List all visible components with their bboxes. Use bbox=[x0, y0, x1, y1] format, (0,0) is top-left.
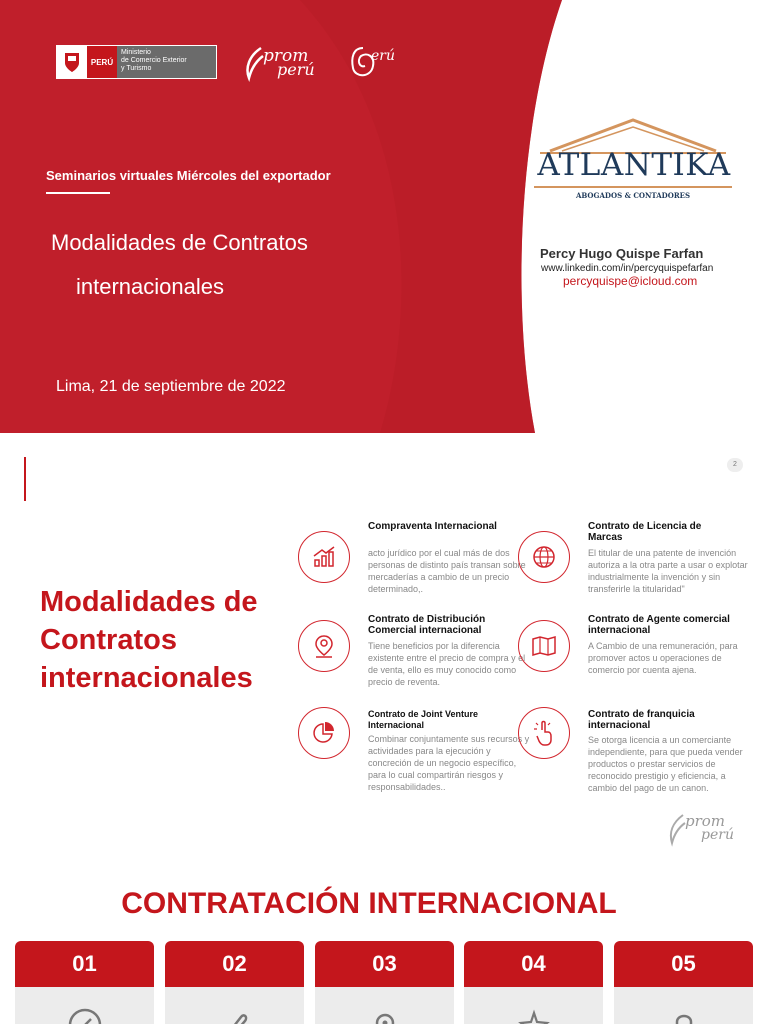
contract-title: Contrato de Joint Venture Internacional bbox=[368, 709, 479, 730]
page-number: 2 bbox=[727, 458, 743, 472]
contracts-slide bbox=[0, 441, 768, 856]
step-number: 04 bbox=[464, 941, 603, 987]
title-line-1: Modalidades de Contratos bbox=[51, 230, 308, 255]
contract-title: Contrato de Agente comercial internacional bbox=[588, 614, 730, 636]
touch-hand-icon bbox=[518, 707, 570, 759]
globe-icon bbox=[518, 531, 570, 583]
growth-chart-icon bbox=[298, 531, 350, 583]
marca-peru-logo: erú bbox=[349, 44, 413, 82]
clock-icon bbox=[67, 1005, 103, 1024]
contract-title: Contrato de franquicia internacional bbox=[588, 709, 695, 731]
promperu-swirl-icon bbox=[667, 813, 687, 847]
speaker-linkedin-link[interactable]: www.linkedin.com/in/percyquispefarfan bbox=[541, 263, 714, 274]
step-number: 02 bbox=[165, 941, 304, 987]
atlantika-wordmark: ATLANTIKA bbox=[537, 147, 731, 183]
speaker-name: Percy Hugo Quispe Farfan bbox=[540, 246, 704, 261]
contract-description: Combinar conjuntamente sus recursos y actividades para la ejecución y concreción de un negocio específico, para lo cual compartirán riesgos y responsabilidades.. bbox=[368, 734, 530, 792]
step-number: 03 bbox=[315, 941, 454, 987]
step-card bbox=[15, 941, 154, 1024]
contract-description: Se otorga licencia a un comerciante independiente, para que pueda vender productos o prestar servicios de reconocido prestigio y eficiencia, a cambio del pago de un canon. bbox=[588, 735, 743, 793]
step-card bbox=[315, 941, 454, 1024]
logo-peru-label: PERÚ bbox=[87, 46, 117, 78]
paperclip-icon bbox=[217, 1005, 253, 1024]
atlantika-tagline: ABOGADOS & CONTADORES bbox=[575, 191, 691, 200]
contract-title: Contrato de Distribución Comercial internacional bbox=[368, 614, 486, 636]
seminar-subtitle: Seminarios virtuales Miércoles del exportador bbox=[46, 168, 331, 183]
contract-title: Compraventa Internacional bbox=[368, 521, 497, 532]
step-number: 01 bbox=[15, 941, 154, 987]
presentation-date: Lima, 21 de septiembre de 2022 bbox=[56, 378, 286, 395]
step-card bbox=[464, 941, 603, 1024]
slide-title: Modalidades de Contratos internacionales bbox=[40, 586, 258, 694]
contract-description: Tiene beneficios por la diferencia existente entre el precio de compra y el de venta, ello es muy conocido como precio de reventa. bbox=[368, 641, 526, 687]
atlantika-logo bbox=[530, 117, 736, 203]
contratacion-slide bbox=[0, 863, 768, 1024]
logo-ministerio-text: Ministerio de Comercio Exterior y Turismo bbox=[117, 46, 216, 78]
subtitle-underline bbox=[46, 192, 110, 194]
pin-icon bbox=[367, 1005, 403, 1024]
step-card bbox=[165, 941, 304, 1024]
promperu-logo: prom perú bbox=[243, 44, 323, 82]
ministerio-logo bbox=[56, 45, 217, 79]
speaker-email-link[interactable]: percyquispe@icloud.com bbox=[563, 274, 698, 288]
step-number: 05 bbox=[614, 941, 753, 987]
contract-title: Contrato de Licencia de Marcas bbox=[588, 521, 702, 543]
pie-chart-icon bbox=[298, 707, 350, 759]
star-icon bbox=[516, 1005, 552, 1024]
accent-bar bbox=[24, 457, 26, 501]
promperu-swirl-icon bbox=[243, 46, 265, 82]
location-pin-icon bbox=[298, 620, 350, 672]
step-card bbox=[614, 941, 753, 1024]
contract-description: El titular de una patente de invención autoriza a la otra parte a usar o explotar industrialmente la invención y sin transferirle la titularidad" bbox=[588, 548, 748, 594]
contract-description: acto jurídico por el cual más de dos personas de distinto país transan sobre mercaderías a cambio de un precio determinado,. bbox=[368, 548, 526, 594]
promperu-logo-watermark: prom perú bbox=[667, 811, 749, 849]
title-line-2: internacionales bbox=[76, 274, 224, 299]
map-icon bbox=[518, 620, 570, 672]
title-slide bbox=[0, 0, 768, 433]
coat-of-arms-icon bbox=[57, 46, 87, 78]
lock-icon bbox=[666, 1005, 702, 1024]
slide-title: CONTRATACIÓN INTERNACIONAL bbox=[121, 887, 617, 920]
contract-description: A Cambio de una remuneración, para promover actos u operaciones de comercio por cuenta ajena. bbox=[588, 641, 738, 675]
